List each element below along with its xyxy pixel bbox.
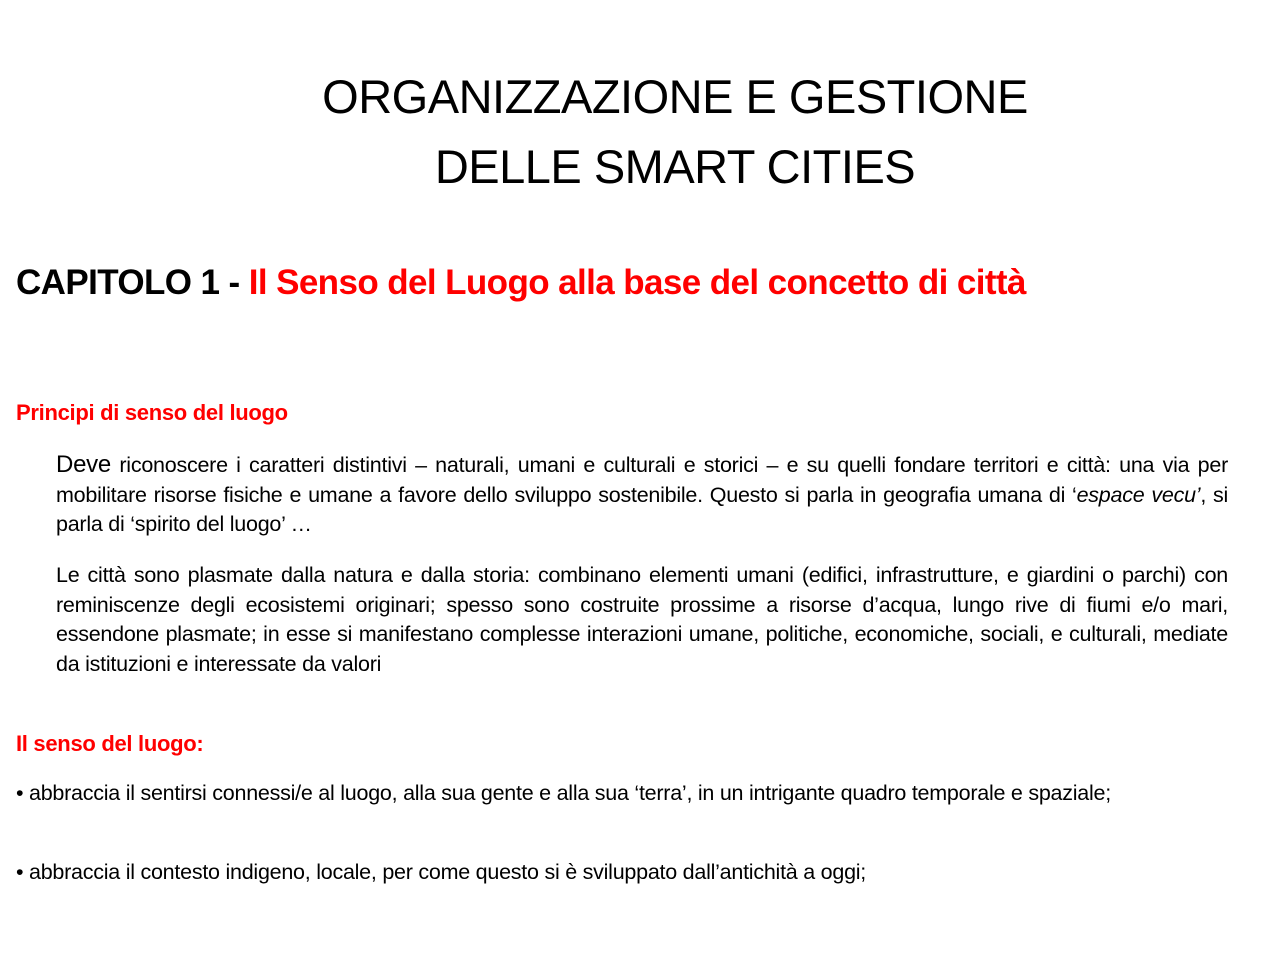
chapter-heading (16, 256, 1096, 309)
chapter-title: Il Senso del Luogo alla base del concetto di città (248, 263, 1026, 302)
paragraph-principi-1 (56, 450, 1228, 540)
slide-title (300, 62, 1050, 202)
bullet-item-1: • abbraccia il sentirsi connessi/e al luogo, alla sua gente e alla sua ‘terra’, in un intrigante quadro temporale e spaziale; (16, 781, 1111, 805)
paragraph-italic-term: espace vecu’ (1076, 482, 1201, 507)
slide-title-line-1: ORGANIZZAZIONE E GESTIONE (322, 70, 1028, 123)
paragraph-text-after-italic: , si parla di ‘spirito del luogo’ … (56, 482, 1228, 536)
chapter-label: CAPITOLO 1 - (16, 263, 249, 302)
bullet-item-2: • abbraccia il contesto indigeno, locale, per come questo si è sviluppato dall’antichità a oggi; (16, 860, 867, 884)
slide-title-line-2: DELLE SMART CITIES (434, 140, 916, 193)
paragraph-text-before-italic: riconoscere i caratteri distintivi – naturali, umani e culturali e storici – e su quelli fondare territori e città: una via per mobilitare risorse fisiche e umane a favore dello sviluppo sostenibile. Questo si parla in geografia umana di ‘ (56, 453, 1228, 507)
section-heading-senso: Il senso del luogo: (16, 731, 204, 756)
section-heading-principi: Principi di senso del luogo (16, 400, 288, 425)
paragraph-lead-word: Deve (56, 451, 112, 478)
paragraph-principi-2: Le città sono plasmate dalla natura e dalla storia: combinano elementi umani (edifici, infrastrutture, e giardini o parchi) con reminiscenze degli ecosistemi originari; spesso sono costruite prossime a risorse d’acqua, lungo rive di fiumi e/o mari, essendone plasmate; in esse si manifestano complesse interazioni umane, politiche, economiche, sociali, e culturali, mediate da istituzioni e interessate da valori (56, 563, 1228, 676)
